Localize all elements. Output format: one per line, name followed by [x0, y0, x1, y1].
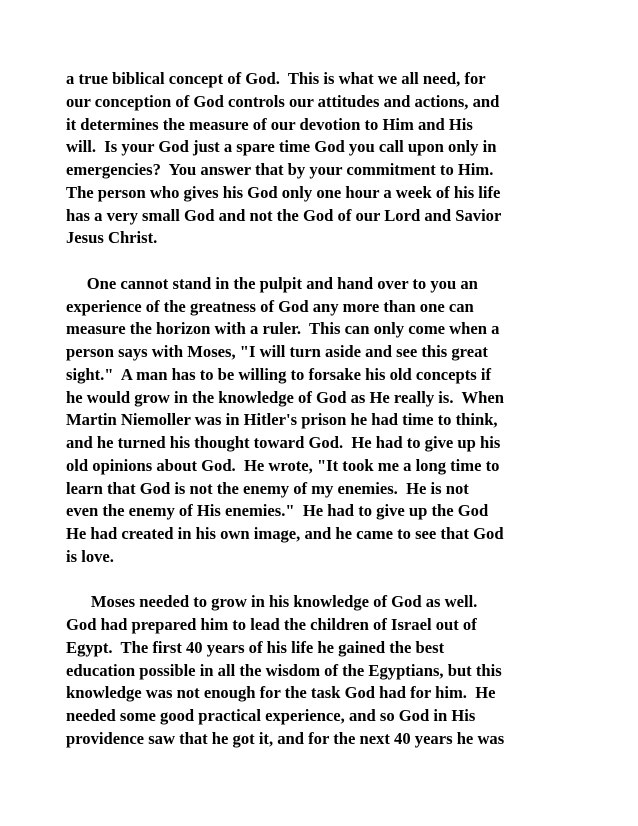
paragraph-gap — [66, 569, 626, 592]
text-line: will. Is your God just a spare time God you call upon only in — [66, 137, 497, 157]
text-line: he would grow in the knowledge of God as He really is. When — [66, 387, 504, 407]
text-line: is love. — [66, 546, 114, 566]
text-line: He had created in his own image, and he came to see that God — [66, 524, 504, 543]
text-line: providence saw that he got it, and for the next 40 years he was — [66, 728, 505, 748]
text-line: emergencies? You answer that by your commitment to Him. — [66, 160, 494, 179]
text-line: The person who gives his God only one hour a week of his life — [66, 182, 501, 202]
body-text — [66, 68, 626, 751]
text-line: Jesus Christ. — [66, 228, 158, 248]
text-line: Moses needed to grow in his knowledge of God as well. — [66, 592, 478, 612]
text-line: even the enemy of His enemies." He had to give up the God — [66, 501, 489, 521]
paragraph-1 — [66, 68, 626, 250]
text-line: a true biblical concept of God. This is what we all need, for — [66, 69, 486, 88]
text-line: sight." A man has to be willing to forsake his old concepts if — [66, 364, 492, 384]
paragraph-3 — [66, 591, 626, 750]
text-line: and he turned his thought toward God. He had to give up his — [66, 433, 501, 452]
text-line: person says with Moses, "I will turn aside and see this great — [66, 342, 488, 361]
paragraph-2 — [66, 273, 626, 569]
text-line: Egypt. The first 40 years of his life he gained the best — [66, 637, 445, 657]
text-line: learn that God is not the enemy of my enemies. He is not — [66, 478, 469, 498]
text-line: old opinions about God. He wrote, "It took me a long time to — [66, 455, 500, 475]
text-line: education possible in all the wisdom of the Egyptians, but this — [66, 660, 502, 680]
text-line: it determines the measure of our devotion to Him and His — [66, 114, 473, 134]
text-line: our conception of God controls our attitudes and actions, and — [66, 91, 500, 111]
text-line: Martin Niemoller was in Hitler's prison he had time to think, — [66, 410, 498, 430]
text-line: has a very small God and not the God of our Lord and Savior — [66, 205, 502, 225]
text-line: needed some good practical experience, and so God in His — [66, 706, 476, 725]
text-line: experience of the greatness of God any more than one can — [66, 296, 474, 316]
text-line: One cannot stand in the pulpit and hand over to you an — [66, 273, 478, 293]
text-line: knowledge was not enough for the task God had for him. He — [66, 683, 496, 703]
text-line: measure the horizon with a ruler. This can only come when a — [66, 319, 500, 339]
text-line: God had prepared him to lead the children of Israel out of — [66, 615, 477, 634]
paragraph-gap — [66, 250, 626, 273]
